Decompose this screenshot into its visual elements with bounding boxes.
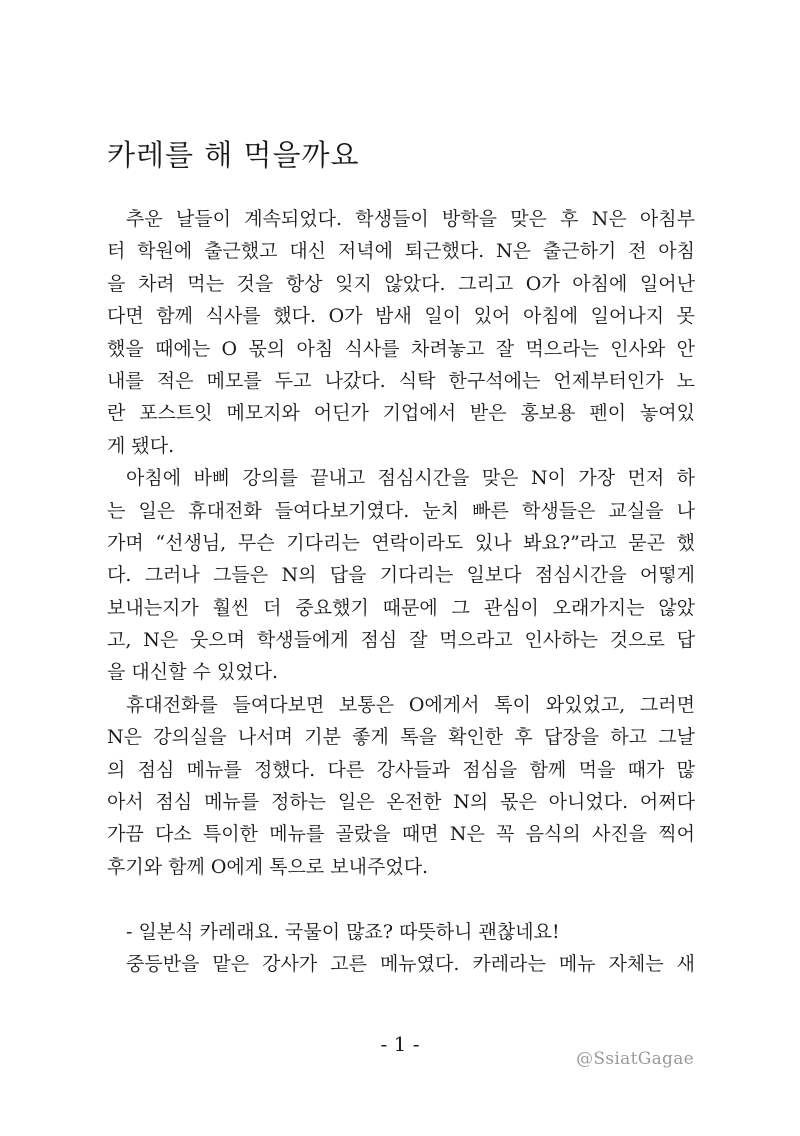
text-line: 다. 그러나 그들은 N의 답을 기다리는 일보다 점심시간을 어떻게	[107, 564, 695, 587]
dialogue-line: - 일본식 카레래요. 국물이 많죠? 따뜻하니 괜찮네요!	[126, 920, 560, 943]
text-line: 을 차려 먹는 것을 항상 잊지 않았다. 그리고 O가 아침에 일어난	[107, 272, 695, 295]
text-line: 터 학원에 출근했고 대신 저녁에 퇴근했다. N은 출근하기 전 아침	[107, 240, 695, 263]
text-line: 했을 때에는 O 몫의 아침 식사를 차려놓고 잘 먹으라는 인사와 안	[107, 337, 695, 360]
text-line: 을 대신할 수 있었다.	[107, 661, 278, 684]
chapter-title: 카레를 해 먹을까요	[107, 138, 360, 172]
text-line: 중등반을 맡은 강사가 고른 메뉴였다. 카레라는 메뉴 자체는 새	[126, 952, 695, 975]
text-line: 추운 날들이 계속되었다. 학생들이 방학을 맞은 후 N은 아침부	[126, 208, 695, 230]
text-line: 보내는지가 훨씬 더 중요했기 때문에 그 관심이 오래가지는 않았	[107, 596, 695, 619]
author-watermark: @SsiatGagae	[576, 1049, 694, 1069]
page-number: - 1 -	[380, 1032, 420, 1056]
text-line: 는 일은 휴대전화 들여다보기였다. 눈치 빠른 학생들은 교실을 나	[107, 499, 695, 522]
text-line: 아서 점심 메뉴를 정하는 일은 온전한 N의 몫은 아니었다. 어쩌다	[107, 791, 695, 814]
text-line: 게 됐다.	[107, 434, 175, 457]
text-line: 란 포스트잇 메모지와 어딘가 기업에서 받은 홍보용 펜이 놓여있	[107, 402, 695, 425]
text-line: N은 강의실을 나서며 기분 좋게 톡을 확인한 후 답장을 하고 그날	[107, 726, 695, 749]
text-line: 고, N은 웃으며 학생들에게 점심 잘 먹으라고 인사하는 것으로 답	[107, 629, 695, 652]
text-line: 가며 “선생님, 무슨 기다리는 연락이라도 있나 봐요?”라고 묻곤 했	[107, 531, 695, 554]
text-line: 가끔 다소 특이한 메뉴를 골랐을 때면 N은 꼭 음식의 사진을 찍어	[107, 823, 695, 846]
text-line: 후기와 함께 O에게 톡으로 보내주었다.	[107, 855, 429, 878]
text-line: 휴대전화를 들여다보면 보통은 O에게서 톡이 와있었고, 그러면	[126, 693, 695, 716]
text-line: 다면 함께 식사를 했다. O가 밤새 일이 있어 아침에 일어나지 못	[107, 305, 695, 328]
text-line: 의 점심 메뉴를 정했다. 다른 강사들과 점심을 함께 먹을 때가 많	[107, 758, 695, 781]
text-line: 내를 적은 메모를 두고 나갔다. 식탁 한구석에는 언제부터인가 노	[107, 369, 695, 392]
text-line: 아침에 바삐 강의를 끝내고 점심시간을 맞은 N이 가장 먼저 하	[126, 467, 695, 490]
paragraph-gap	[107, 883, 695, 915]
body-text	[107, 203, 695, 980]
